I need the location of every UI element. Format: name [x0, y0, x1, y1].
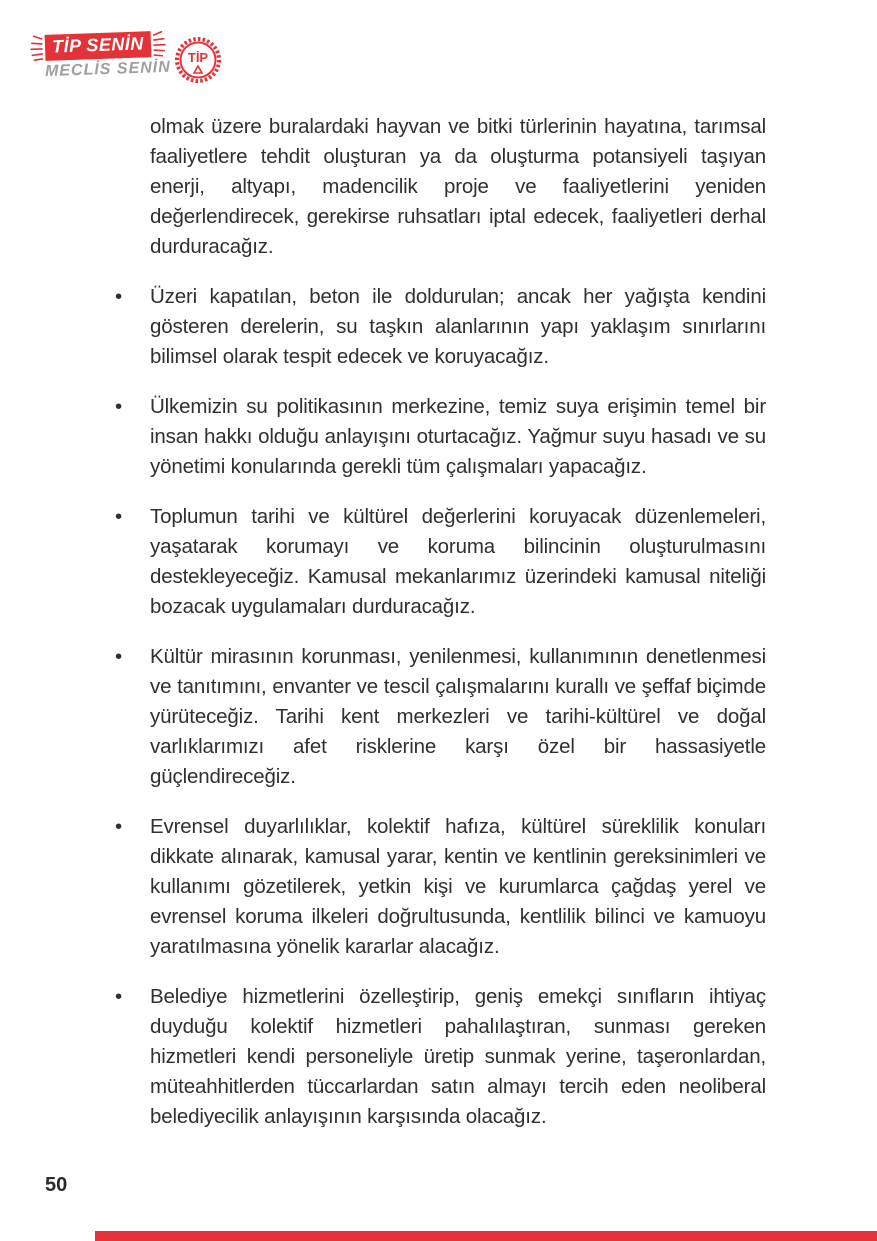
bullet-list: [115, 282, 766, 1132]
tip-senin-logo: [44, 33, 225, 81]
bullet-icon: •: [115, 985, 123, 1008]
list-item: [115, 812, 766, 962]
bullet-icon: •: [115, 505, 123, 528]
list-item-text: Üzeri kapatılan, beton ile doldurulan; ancak her yağışta kendini gösteren derelerin, su taşkın alanlarının yapı yaklaşım sınırlarını bilimsel olarak tespit edecek ve koruyacağız.: [150, 285, 766, 368]
list-item: [115, 982, 766, 1132]
logo-line2: MECLİS SENİN: [44, 58, 172, 81]
list-item-text: Evrensel duyarlılıklar, kolektif hafıza, kültürel süreklilik konuları dikkate alınarak, kamusal yarar, kentin ve kentlinin gereksinimleri ve kullanımı gözetilerek, yetkin kişi ve kurumlarca çağdaş yerel ve evrensel koruma ilkeleri doğrultusunda, kentlilik bilinci ve kamuoyu yaratılmasına yönelik kararlar alacağız.: [150, 815, 766, 958]
bullet-icon: •: [115, 285, 123, 308]
list-item: [115, 392, 766, 482]
logo-banner: [45, 31, 152, 61]
svg-text:TİP: TİP: [187, 50, 209, 65]
burst-lines-icon: [151, 31, 166, 57]
footer-accent-bar: [95, 1231, 877, 1241]
page-number: 50: [45, 1174, 68, 1196]
logo-line1: TİP SENİN: [45, 31, 152, 61]
list-item-text: Belediye hizmetlerini özelleştirip, geniş emekçi sınıfların ihtiyaç duyduğu kolektif hizmetleri pahalılaştıran, sunması gereken hizmetleri kendi personeliyle üretip sunmak yerine, taşeronlardan, müteahhitlerden tüccarlardan satın almayı tercih eden neoliberal belediyecilik anlayışının karşısında olacağız.: [150, 985, 766, 1128]
list-item: [115, 282, 766, 372]
burst-lines-icon: [30, 35, 45, 61]
list-item-text: Ülkemizin su politikasının merkezine, temiz suya erişimin temel bir insan hakkı olduğu anlayışını oturtacağız. Yağmur suyu hasadı ve su yönetimi konularında gerekli tüm çalışmaları yapacağız.: [150, 395, 766, 478]
list-item-text: Toplumun tarihi ve kültürel değerlerini koruyacak düzenlemeleri, yaşatarak korumayı ve koruma bilincinin oluşturulmasını destekleyeceğiz. Kamusal mekanlarımız üzerindeki kamusal niteliği bozacak uygulamaları durduracağız.: [150, 505, 766, 618]
bullet-icon: •: [115, 395, 123, 418]
body-text: [115, 112, 766, 1152]
intro-paragraph: olmak üzere buralardaki hayvan ve bitki türlerinin hayatına, tarımsal faaliyetlere tehdit oluşturan ya da oluşturma potansiyeli taşıyan enerji, altyapı, madencilik proje ve faaliyetlerini yeniden değerlendirecek, gerekirse ruhsatları iptal edecek, faaliyetleri derhal durduracağız.: [150, 115, 766, 258]
list-item: [115, 502, 766, 622]
bullet-icon: •: [115, 645, 123, 668]
list-item: [115, 642, 766, 792]
bullet-icon: •: [115, 815, 123, 838]
list-item-text: Kültür mirasının korunması, yenilenmesi, kullanımının denetlenmesi ve tanıtımını, envanter ve tescil çalışmalarını kurallı ve şeffaf biçimde yürüteceğiz. Tarihi kent merkezleri ve tarihi-kültürel ve doğal varlıklarımızı afet risklerine karşı özel bir hassasiyetle güçlendireceğiz.: [150, 645, 766, 788]
tip-emblem-icon: [173, 35, 223, 85]
